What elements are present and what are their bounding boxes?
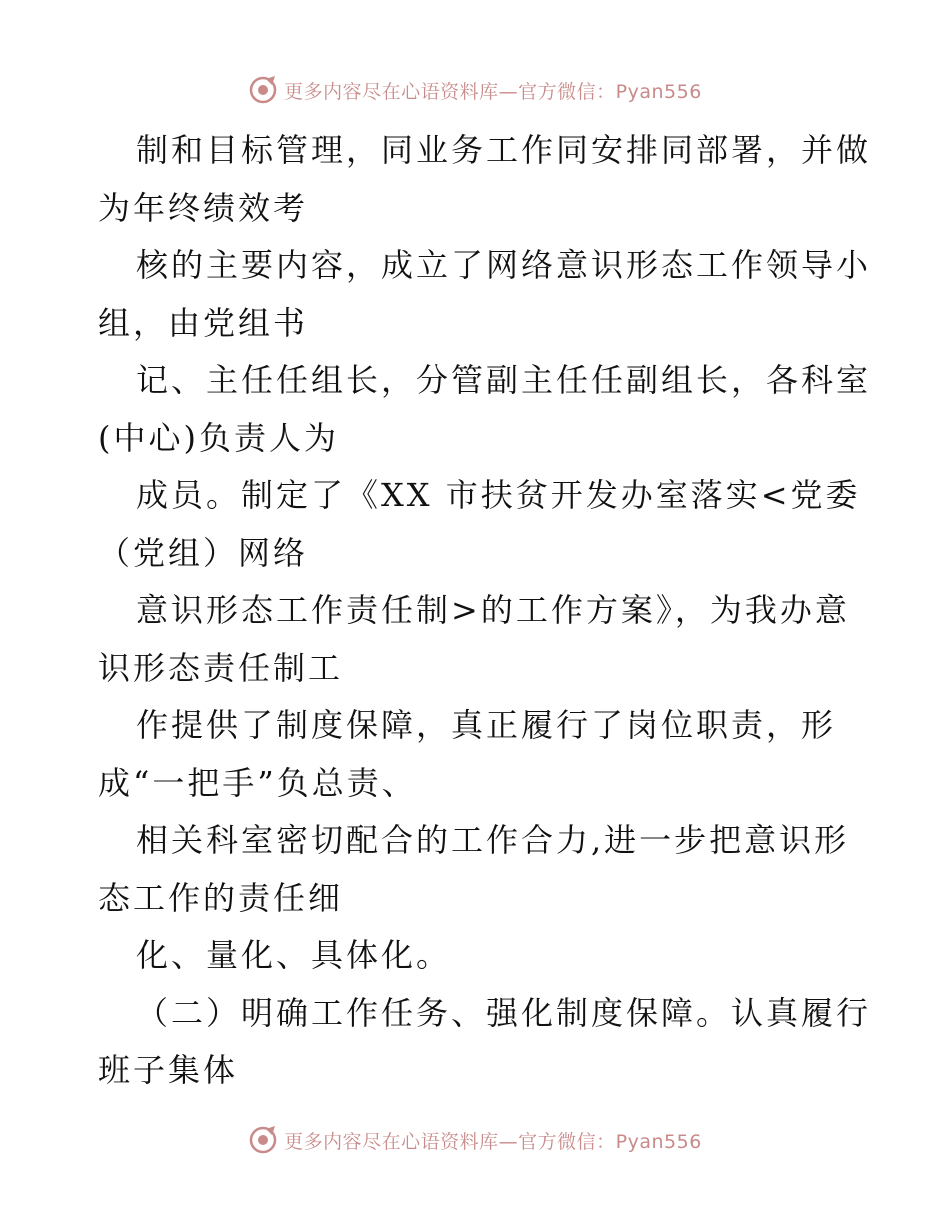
text-line: 作提供了制度保障，真正履行了岗位职责，形 — [136, 706, 837, 744]
text-line: (中心)负责人为 — [98, 418, 339, 457]
footer-watermark — [0, 1122, 950, 1158]
text-line: 成“一把手”负总责、 — [98, 763, 417, 802]
text-line: 态工作的责任细 — [98, 878, 344, 917]
text-line: 成员。制定了《XX 市扶贫开发办室落实<党委 — [136, 476, 861, 514]
pen-logo-icon — [248, 1125, 278, 1155]
watermark-text: 更多内容尽在心语资料库—官方微信：Pyan556 — [284, 80, 702, 103]
watermark-text: 更多内容尽在心语资料库—官方微信：Pyan556 — [284, 1130, 702, 1153]
document-body — [98, 122, 878, 1100]
text-line: 相关科室密切配合的工作合力,进一步把意识形 — [136, 821, 850, 859]
text-line: （二）明确工作任务、强化制度保障。认真履行 — [136, 993, 872, 1032]
text-line: （党组）网络 — [98, 533, 309, 572]
pen-logo-icon — [248, 75, 278, 105]
text-line: 记、主任任组长，分管副主任任副组长，各科室 — [136, 361, 872, 399]
text-line: 制和目标管理，同业务工作同安排同部署，并做 — [136, 131, 872, 169]
text-line: 化、量化、具体化。 — [136, 936, 452, 974]
header-watermark — [0, 72, 950, 108]
text-line: 为年终绩效考 — [98, 188, 309, 227]
text-line: 意识形态工作责任制>的工作方案》，为我办意 — [136, 591, 850, 629]
text-line: 识形态责任制工 — [98, 648, 344, 687]
text-line: 核的主要内容，成立了网络意识形态工作领导小 — [136, 246, 872, 284]
text-line: 组，由党组书 — [98, 303, 309, 342]
text-line: 班子集体 — [98, 1051, 239, 1089]
